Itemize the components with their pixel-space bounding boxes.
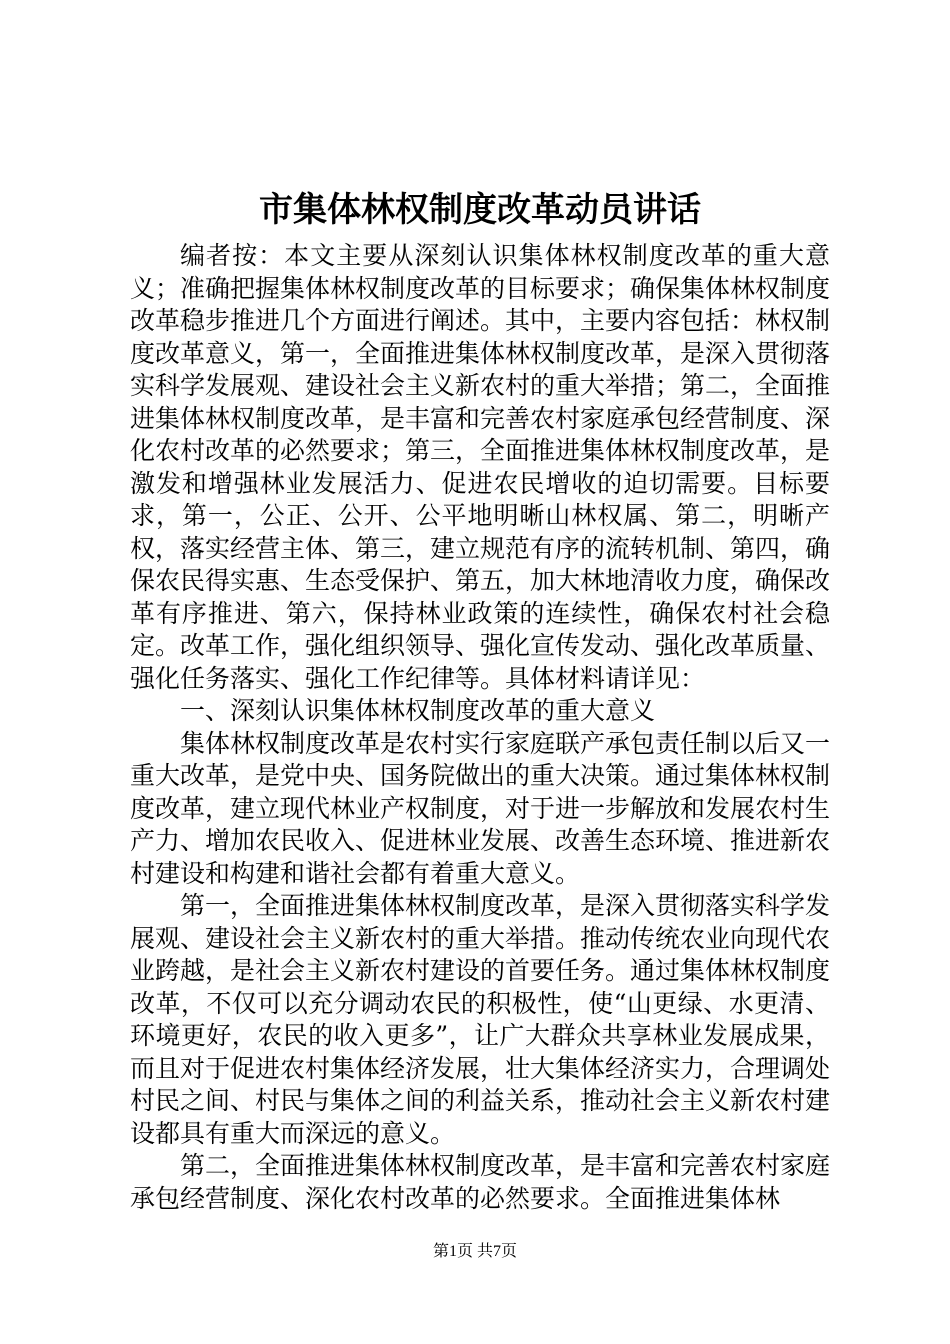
document-title: 市集体林权制度改革动员讲话	[259, 190, 701, 230]
editor-note-paragraph: 编者按：本文主要从深刻认识集体林权制度改革的重大意义；准确把握集体林权制度改革的目标要求；确保集体林权制度改革稳步推进几个方面进行阐述。其中，主要内容包括：林权制度改革意义，第一，全面推进集体林权制度改革，是深入贯彻落实科学发展观、建设社会主义新农村的重大举措；第二，全面推进集体林权制度改革，是丰富和完善农村家庭承包经营制度、深化农村改革的必然要求；第三，全面推进集体林权制度改革，是激发和增强林业发展活力、促进农民增收的迫切需要。目标要求，第一，公正、公开、公平地明晰山林权属、第二，明晰产权，落实经营主体、第三，建立规范有序的流转机制、第四，确保农民得实惠、生态受保护、第五，加大林地清收力度，确保改革有序推进、第六，保持林业政策的连续性，确保农村社会稳定。改革工作，强化组织领导、强化宣传发动、强化改革质量、强化任务落实、强化工作纪律等。具体材料请详见：	[130, 241, 831, 693]
body-paragraph: 集体林权制度改革是农村实行家庭联产承包责任制以后又一重大改革，是党中央、国务院做出的重大决策。通过集体林权制度改革，建立现代林业产权制度，对于进一步解放和发展农村生产力、增加农民收入、促进林业发展、改善生态环境、推进新农村建设和构建和谐社会都有着重大意义。	[130, 728, 831, 888]
body-paragraph: 第二，全面推进集体林权制度改革，是丰富和完善农村家庭承包经营制度、深化农村改革的必然要求。全面推进集体林	[130, 1151, 831, 1213]
section-heading: 一、深刻认识集体林权制度改革的重大意义	[180, 696, 656, 725]
body-paragraph: 第一，全面推进集体林权制度改革，是深入贯彻落实科学发展观、建设社会主义新农村的重大举措。推动传统农业向现代农业跨越，是社会主义新农村建设的首要任务。通过集体林权制度改革，不仅可以充分调动农民的积极性，使“山更绿、水更清、环境更好，农民的收入更多”，让广大群众共享林业发展成果，而且对于促进农村集体经济发展，壮大集体经济实力，合理调处村民之间、村民与集体之间的利益关系，推动社会主义新农村建设都具有重大而深远的意义。	[130, 891, 831, 1148]
page-number-footer: 第1页 共7页	[432, 1243, 517, 1260]
document-body	[130, 180, 830, 1215]
